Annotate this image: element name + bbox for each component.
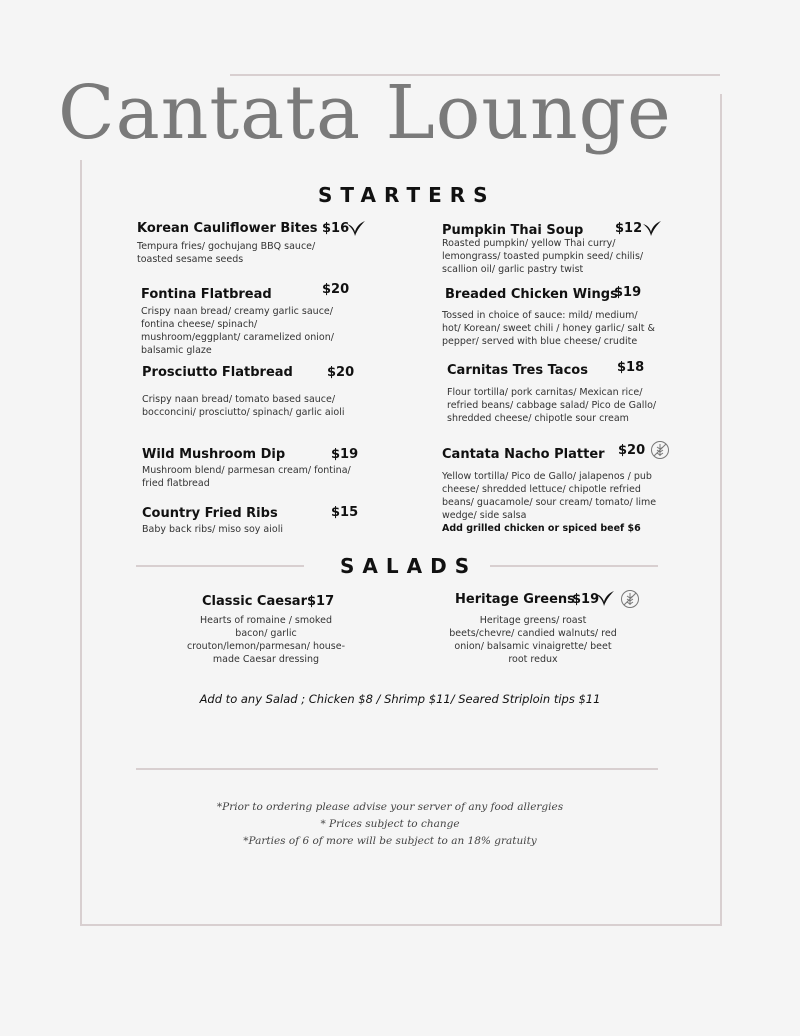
menu-item-description: Tossed in choice of sauce: mild/ medium/ hot/ Korean/ sweet chili / honey garlic/ salt & pepper/ served with blue cheese/ crudite — [442, 310, 655, 347]
menu-item-price: $16 — [322, 221, 350, 236]
menu-item-price: $12 — [615, 221, 643, 236]
menu-item-price: $15 — [331, 505, 359, 520]
vegan-leaf-icon — [346, 219, 366, 239]
menu-item-addon-note: Add grilled chicken or spiced beef $6 — [442, 523, 641, 534]
menu-item-name: Cantata Nacho Platter — [442, 447, 605, 462]
menu-item-price: $20 — [327, 365, 355, 380]
menu-item-price: $19 — [331, 447, 359, 462]
menu-item-price: $19 — [614, 285, 642, 300]
vegan-leaf-icon — [595, 589, 615, 609]
menu-item-description: Crispy naan bread/ tomato based sauce/ bocconcini/ prosciutto/ spinach/ garlic aioli — [142, 394, 345, 418]
footer-notes — [0, 799, 780, 850]
menu-item-name: Breaded Chicken Wings — [445, 287, 618, 302]
menu-item-name: Prosciutto Flatbread — [142, 365, 293, 380]
restaurant-title: Cantata Lounge — [58, 70, 672, 156]
menu-item-name: Classic Caesar — [202, 594, 307, 609]
menu-item-price: $17 — [307, 594, 335, 609]
menu-item-name: Wild Mushroom Dip — [142, 447, 286, 462]
frame-bottom-rule — [80, 924, 722, 926]
menu-item-name: Fontina Flatbread — [141, 287, 272, 302]
gratuity-note: *Parties of 6 of more will be subject to an 18% gratuity — [243, 835, 537, 847]
menu-item-description: Crispy naan bread/ creamy garlic sauce/ fontina cheese/ spinach/ mushroom/eggplant/ caramelized onion/ balsamic glaze — [141, 306, 334, 356]
menu-item-price: $20 — [322, 282, 350, 297]
menu-item-description: Heritage greens/ roast beets/chevre/ candied walnuts/ red onion/ balsamic vinaigrette/ beet root redux — [449, 615, 617, 665]
menu-item-description: Tempura fries/ gochujang BBQ sauce/ toasted sesame seeds — [137, 241, 316, 265]
gluten-free-icon — [620, 589, 640, 609]
menu-item-name: Heritage Greens — [455, 592, 575, 607]
menu-item-name: Carnitas Tres Tacos — [447, 363, 588, 378]
salads-heading: SALADS — [340, 554, 478, 578]
menu-item-description: Hearts of romaine / smoked bacon/ garlic crouton/lemon/parmesan/ house-made Caesar dressing — [186, 615, 346, 665]
vegan-leaf-icon — [642, 219, 662, 239]
menu-item-description: Baby back ribs/ miso soy aioli — [142, 524, 283, 535]
gluten-free-icon — [650, 440, 670, 460]
starters-heading: STARTERS — [318, 183, 496, 207]
menu-item-description: Flour tortilla/ pork carnitas/ Mexican rice/ refried beans/ cabbage salad/ Pico de Gallo/ shredded cheese/ chipotle sour cream — [447, 387, 657, 424]
menu-item-price: $20 — [618, 443, 646, 458]
salad-addon-line: Add to any Salad ; Chicken $8 / Shrimp $11/ Seared Striploin tips $11 — [199, 692, 601, 706]
menu-item-description: Mushroom blend/ parmesan cream/ fontina/ fried flatbread — [142, 465, 351, 489]
menu-item-price: $18 — [617, 360, 645, 375]
price-note: * Prices subject to change — [320, 818, 460, 830]
menu-item-description: Roasted pumpkin/ yellow Thai curry/ lemongrass/ toasted pumpkin seed/ chilis/ scallion oil/ garlic pastry twist — [442, 238, 644, 275]
menu-item-name: Country Fried Ribs — [142, 506, 278, 521]
allergy-note: *Prior to ordering please advise your server of any food allergies — [216, 801, 564, 813]
menu-item-name: Pumpkin Thai Soup — [442, 223, 584, 238]
menu-item-description: Yellow tortilla/ Pico de Gallo/ jalapenos / pub cheese/ shredded lettuce/ chipotle refried beans/ guacamole/ sour cream/ tomato/ lime wedge/ side salsa — [442, 471, 657, 521]
salads-left-divider — [136, 565, 304, 567]
footer-divider — [136, 768, 658, 770]
menu-item-name: Korean Cauliflower Bites — [137, 221, 318, 236]
menu-item-price: $19 — [572, 592, 600, 607]
salads-right-divider — [490, 565, 658, 567]
